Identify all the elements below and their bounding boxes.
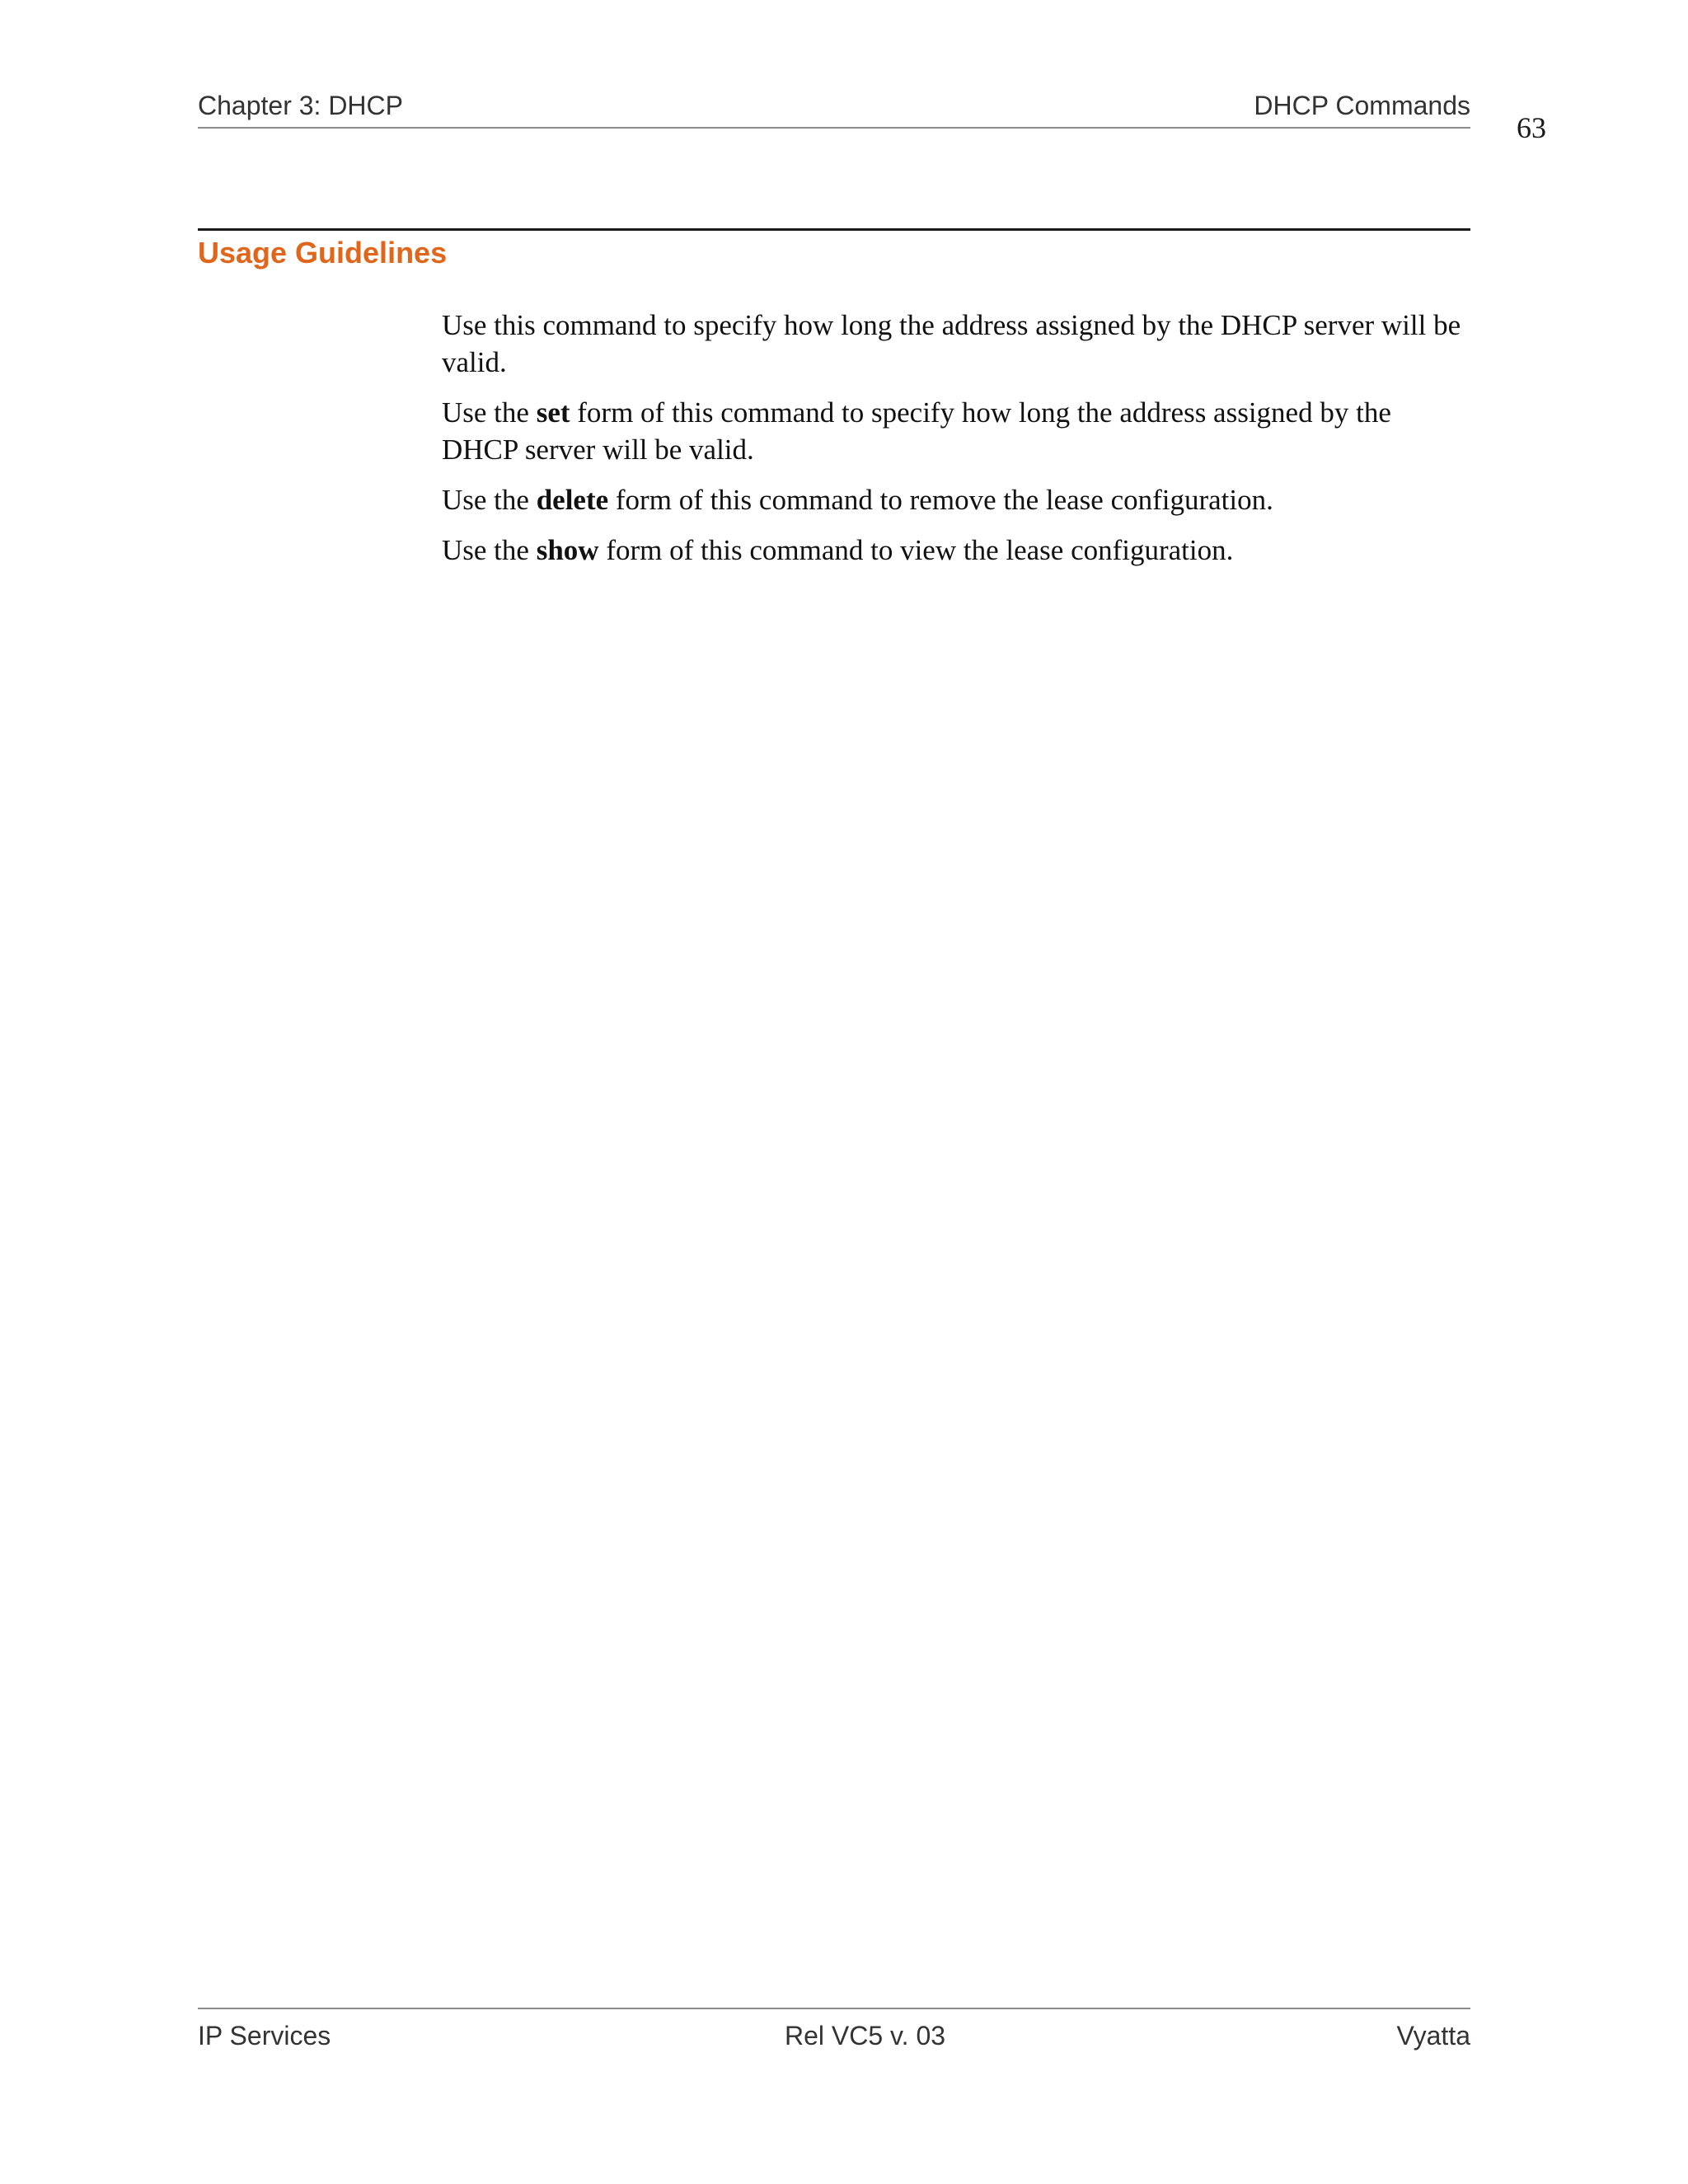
- paragraph-show-prefix: Use the: [442, 534, 537, 566]
- running-header-section: DHCP Commands: [1254, 91, 1470, 120]
- section-divider: [198, 228, 1470, 231]
- footer-release: Rel VC5 v. 03: [785, 2021, 946, 2050]
- paragraph-delete: [442, 481, 1472, 518]
- paragraph-delete-prefix: Use the: [442, 484, 537, 516]
- paragraph-set: [442, 394, 1472, 468]
- page-number: 63: [1517, 111, 1546, 144]
- section-heading: Usage Guidelines: [198, 236, 448, 269]
- running-header-chapter: Chapter 3: DHCP: [198, 91, 403, 120]
- header-divider: [198, 127, 1470, 129]
- paragraph-delete-suffix: form of this command to remove the lease configuration.: [608, 484, 1273, 516]
- keyword-show: show: [536, 534, 599, 566]
- keyword-set: set: [536, 396, 570, 429]
- paragraph-show-suffix: form of this command to view the lease configuration.: [598, 534, 1234, 566]
- paragraph-set-suffix: form of this command to specify how long the address assigned by the DHCP server will be valid.: [442, 396, 1391, 466]
- body-text: [442, 307, 1472, 582]
- footer-product: IP Services: [198, 2021, 331, 2050]
- footer-company: Vyatta: [1396, 2021, 1470, 2050]
- footer-divider: [198, 2008, 1470, 2009]
- paragraph-intro: Use this command to specify how long the address assigned by the DHCP server will be valid.: [442, 309, 1461, 378]
- paragraph-show: [442, 532, 1472, 569]
- paragraph-set-prefix: Use the: [442, 396, 537, 429]
- keyword-delete: delete: [536, 484, 609, 516]
